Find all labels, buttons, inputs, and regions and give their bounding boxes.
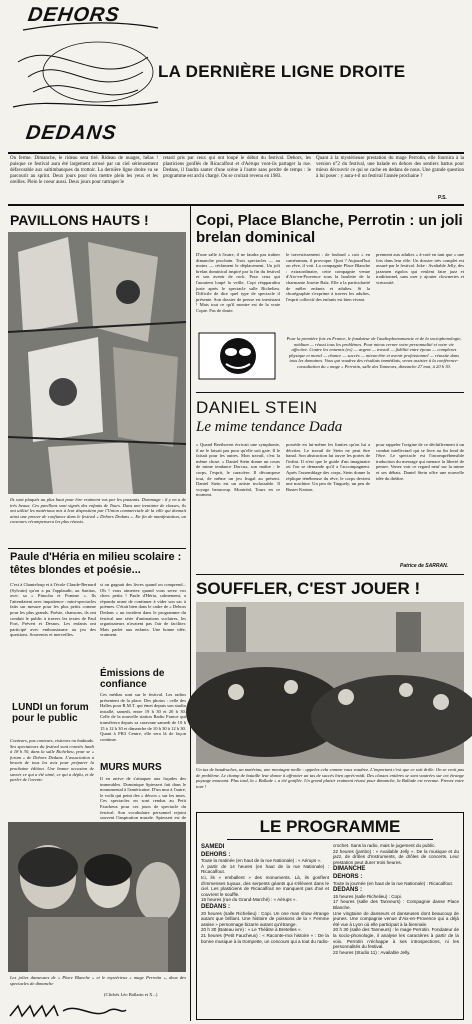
intro-signature: P.S. xyxy=(438,195,447,201)
right-rule-2 xyxy=(196,574,464,575)
column-divider xyxy=(190,206,191,1021)
programme-entry: 21 heures (Petit Faucheux) : « Raconte-moi histoire » : De la bonne musique à la trompette, un concours qui a tout du radio- xyxy=(201,932,329,944)
stein-name: DANIEL STEIN xyxy=(196,398,318,417)
souffler-photo xyxy=(196,602,464,764)
programme-entry: 22 heures (jambo) : « Available Jelly ». De la musique et du jazz, de drôles d'instruments, de drôles de concerts. Leur prestation peut durer trois heures. xyxy=(333,848,459,865)
souffler-caption: Un tas de baudruches, un matériau, une montagne molle : appelez cela comme vous voudrez. L'important c'est que ce soit drôle. On se croit pas de problème. Le champ de bataille leur donne à affronter un tas de succès bien après-midi. Des classes entières se sont vautrées sur cet étrange paysage mouvant. Plus tard, la « Ballade » a été gonflée. Un grand plaisir vraiment réussi pour dimanche, la Ballade est revenue. Prenez votre tour ! xyxy=(196,767,464,789)
programme-heading: DIMANCHE xyxy=(333,866,366,873)
programme-entry: 20 h 30 (Bateau ivre) : « Le Théâtre à Bretelles ». xyxy=(201,927,302,933)
intro-col-3: Quant à la mystérieuse prestation du mage Perrotin, elle fournira à la version n°2 du festival, une balade en dehors des sentiers battus pour mieux découvrir ce qui se cache en dedans de nous. Une grande question à lui poser : y aura-t-il un festival l'année prochaine ? xyxy=(316,156,464,179)
murs-text: Il en arrive de s'attaquer aux façades des immeubles. Dominique Spiessert fait dans le monumental à l'américaine. D'un mur à l'autre, le voilà qui peint des « décors » sur les murs. Ces spectacles en sont rendus au Petit Faucheux pour ces jours de spectacle du festival. Son vocabulaire personnel rejoint souvent l'inspiration murale. Spiessert est de xyxy=(100,776,186,821)
right-rule-1 xyxy=(196,392,464,393)
bottom-photo xyxy=(8,822,186,972)
programme-entry: 15 heures (salle Richelieu) : Copi. xyxy=(333,893,402,899)
photo-credit: (Clichés Léo Ballarin et X...) xyxy=(104,992,158,997)
stein-col-2: possède en lui-même les limites qu'on lui a décrites. Le travail de Stein ne peut être banal. Son abstraction lui ouvre les portes de l'infini. Il n'est que le guide d'un imaginaire où l'on se demande qu'il a l'accompagnent. Après l'assemblage des corps, Stein donne la réplique ténébreuse du rêve, le corps devient une machine. Un peu de Tinguely, un peu de Buster Keaton. xyxy=(286,442,370,492)
programme-entry: 15 heures (rue du Grand-Marché) : « Aérups ». xyxy=(201,897,297,903)
perrotin-logo-graphic xyxy=(198,332,276,380)
copi-col-2: le travestissement : de loubard « cuir » en caméraman, il provoque. Quoi ? Aujourd'hui on rêve, il voit. La compagnie Place Blanche : extraordinaire, cette compagnie venue d'Aix-en-Provence sous la houlette de la charmante Josette Baïz. Elle a la particularité de mêler enfants et adultes. Si la chorégraphie s'exprime à travers les adultes, l'esprit collectif des enfants est bien vivant. xyxy=(286,252,370,302)
programme-heading: DEDANS : xyxy=(333,887,363,894)
programme-heading: DEHORS : xyxy=(333,873,363,880)
murs-title: MURS MURS xyxy=(100,762,162,773)
programme-right-column xyxy=(333,843,459,1015)
pavillons-photo xyxy=(8,232,186,494)
masthead-title: LA DERNIÈRE LIGNE DROITE xyxy=(158,62,406,81)
lundi-title: LUNDI un forum pour le public xyxy=(12,702,89,724)
lundi-text: Conteurs, pas conteurs, visiteurs ou badauds. Ses spectateurs du festival sont conviés lundi à 18 h 30, dans la salle Richelieu, pour se « forum » de Dehors Dedans. L'association a besoin de tous les avis pour préparer la prochaine édition. Une bonne occasion de savoir ce qui a été aimé, ce qui a déplu, et de parler de l'avenir. xyxy=(10,738,94,783)
masthead-dedans: DEDANS xyxy=(24,122,119,144)
copi-col-3: prennent aux adultes « à-coté en tant que » une fois dans leur rôle. Un dossier très complet est assuré par le festival. Joke : Avaliable Jelly, des jazzmen rigolos qui veulent faire jazz et traditionnel, sans oser y ajouter clowneries et virtuosité. xyxy=(376,252,464,285)
stein-col-3: pour rappeler l'origine de ce déchiffrement à un combat intellectuel qui se livre au fin fond de l'être. Le spectacle est l'incompréhensible traduction du message qui menace la liberté de penser. Venez voir ce regard neuf sur la mime et ses débats. Daniel Stein offre une nouvelle idée du théâtre. xyxy=(376,442,464,481)
programme-entry: 20 h 30 (salle des Tanneurs) : le mage Perrotin. Fondateur de la socio-phonologie, il analyse les caractères à partir de la voix. Perrotin n'échappe à ses introspections, ni les personnalités du festival. xyxy=(333,927,459,950)
copi-title: Copi, Place Blanche, Perrotin : un joli brelan dominical xyxy=(196,212,463,246)
footer-logo-graphic xyxy=(8,1002,128,1020)
intro-col-2: retard pris par ceux qui ont loupé le début du festival. Dehors, les plasticiens gonflés de Ricacalfout et d'Aérups vont-ils partager la rue. Dedans, il faudra sauter d'une scène à l'autre sans perdre de temps : le programme est archi chargé. On se croirait revenu en 1983. xyxy=(163,156,311,179)
programme-title-rule xyxy=(227,839,433,840)
stein-col-1: « Quand Beethoven écrivait une symphonie, il ne le faisait pas pour qu'elle soit gaie. Il le faisait pour les autres. Mon travail, c'est la même chose. » Daniel Stein donne un cours de mime tendance Dorcux, son maître : le corps, l'esprit, le caractère. Il décompose tout, de même un jeu frugal au présent. Daniel Stein est un artiste inclassable. Il voyage beaucoup. Montréal, Tours en ce moment. xyxy=(196,442,280,498)
programme-entry: Toute la matinée (en haut de la rue Nationale) : « Aérups ». xyxy=(201,858,322,864)
masthead-dehors: DEHORS xyxy=(26,4,122,26)
programme-left-column xyxy=(201,843,329,1015)
emissions-title: Émissions de confiance xyxy=(100,668,165,690)
souffler-title: SOUFFLER, C'EST JOUER ! xyxy=(196,579,421,598)
programme-box xyxy=(196,812,464,1020)
copi-col-1: D'une salle à l'autre, il ne faudra pas traîner dimanche prochain. Trois spectacles — au moins — réclament le déplacement. Un joli brelan dominical inspiré par la fin du festival et son avenir de rock. Pour ceux qui l'auraient loupé la veille, Copi réapparaîtra juste après le spectacle salle Richelieu. Difficile de dire quel type de spectacle il présente. Son dossier de presse est inexistant ! Mais tout ce qu'il montre est de la vraie Copie. Pas de doute. xyxy=(196,252,280,313)
programme-entry: À partir de 14 heures (en haut de la rue Nationale) : Ricacalfout. xyxy=(201,863,329,875)
programme-heading: DEDANS : xyxy=(201,903,231,910)
programme-entry: 22 heures (Studio 11) : Available Jelly. xyxy=(333,949,411,955)
programme-entry: Une vingtaine de danseurs et danseuses dont beaucoup de jeunes. Une compagnie venue d'Aix-en-Provence qui a déjà été vue à Lyon où elle participait à la biennale. xyxy=(333,910,459,927)
pavillons-title: PAVILLONS HAUTS ! xyxy=(10,212,149,228)
heria-col-2: si on gagnait des livres quand on comprend... Oh ! vous aimeriez quand vous serez vos chers petits ! Paule d'Héria, calmement, a répondu avant de continuer à vider son sac à poèmes. C'était bien dans le cadre de « Dehors Dedans » un incident dans le programme du festival une série d'animations scolaires, les organisateurs n'avaient pas l'air de faciliter. Mais parler aux enfants. Une bonne idée, vraiment. xyxy=(100,582,186,638)
programme-entry: 17 heures (salle des Tanneurs) : Compagnie danse Place Blanche. xyxy=(333,899,459,910)
programme-title: LE PROGRAMME xyxy=(259,817,401,836)
stein-signature: Patrice de SARRAN. xyxy=(400,563,449,569)
left-rule-1 xyxy=(8,548,186,549)
emissions-text: Ces médias sont sur le festival. Les radios présentent de la place. Des photos : celle des Halles pour R.M.T. qui émet depuis son studio installé, samedi, entre 19 h 30 et 20 h 30. Celle de la nouvelle station Radio France qui transfèrera depuis sa caravane samedi de 10 h 15 à 12 h 30 et dimanche de 10 h 30 à 12 h 30. Quant à FR3 Centre, elle sera là de façon continue. xyxy=(100,692,186,742)
intro-col-1: On ferme. Dimanche, le rideau sera tiré. Rideau de nuages, hélas ! puisque ce festival aura été largement arrosé par un ciel sérieusement défavorable aux saltimbanques du trottoir. La dernière ligne droite va se parcourir au sprint. Deux jours pour s'en mettre plein les yeux et les oreilles. Plein le coeur aussi. Deux jours pour rattraper le xyxy=(10,156,158,185)
heria-col-1: C'est à Chanteloup et à l'école Claude-Bernard (Sylvain) qu'on a pu l'applaudir, au Sanitas, avec sa « Pinocha et Pomme ». Ils l'attendaient avec impatience : mini-spectacles faits sur mesure pour les plus petits comme pour les plus grands. Poésie, chansons, ils ont conduit le public à travers les textes de Paul Fort, Prévert et Desnos. Les enfants ont participé avec enthousiasme au jeu des questions. Souvenirs et merveilles. xyxy=(10,582,96,638)
perrotin-box: Pour la première fois en France, le fondateur de l'audiophonomancie et de la sociophonologie, médium — réussi tous les problèmes. Pour mieux cerner votre personnalité et votre vie affective. Contre les ennemis (es) — argent — travail — fidélité entre époux — complexes physique et moral — chance — succès — mieux-être et avenir professionnel — réussite dans tous les domaines. Vous qui voudrez des résultats immédiats, venez assister à la conférence-consultation du « mage » Perrotin, salle des Tanneurs, dimanche 27 mai, à 20 h 30. xyxy=(286,336,462,369)
intro-rule-top xyxy=(8,152,464,154)
programme-entry: crochet. Sans la radio, mais le jugement du public. xyxy=(333,843,436,848)
masthead xyxy=(8,2,464,152)
programme-heading: SAMEDI xyxy=(201,844,225,850)
programme-entry: Toute la journée (en haut de la rue Nationale) : Ricacalfout. xyxy=(333,880,454,886)
intro-rule-bottom xyxy=(8,204,464,206)
pavillons-caption: Ils sont plaqués au plus haut pour être vraiment vus par les passants. Dommage : il y en a de très beaux. Ces pavillons sont signés des enfants de Tours. Dans une trentaine de classes, ils ont utilisé les matériaux mis à leur disposition par l'Union commerciale de la ville qui donnait ainsi une preuve de confiance dans le festival « Dehors Dedans ». En fin de manifestation, un concours récompensera les plus réussis. xyxy=(10,497,186,525)
bottom-photo-caption: Les jolies danseuses de « Place Blanche » et le mystérieux « mage Perrotin », deux des spectacles de dimanche xyxy=(10,975,186,986)
heria-title: Paule d'Héria en milieu scolaire : têtes blondes et poésie... xyxy=(10,551,182,576)
programme-entry: Ici, ils « emballent » des monuments. Là, ils gonflent d'immenses tuyaux, des serpents géants qui s'élèvent dans le ciel. Les plasticiens de Ricacalfout ne manquent pas d'air et couvrent le souffle. xyxy=(201,874,329,897)
stein-subtitle: Le mime tendance Dada xyxy=(196,419,343,435)
programme-entry: 20 heures (salle Richelieu) : Copi. Un one man show étrange autant que brillant. Une histoire de poissons de la « Femme assise » personnage bizarre autant qu'étrange. xyxy=(201,910,329,927)
programme-heading: DEHORS : xyxy=(201,851,231,858)
